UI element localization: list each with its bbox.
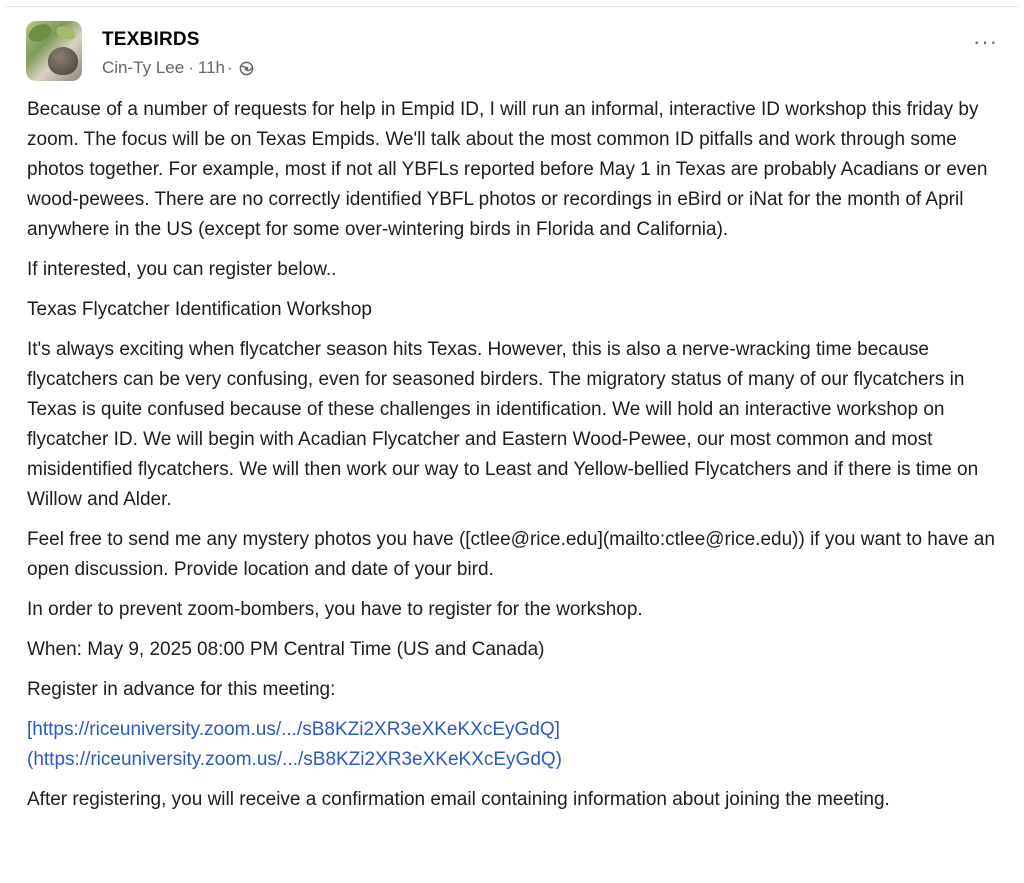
- post-paragraph: Register in advance for this meeting:: [27, 679, 336, 700]
- post-header: [26, 21, 1006, 91]
- meta-separator: ·: [188, 58, 194, 77]
- post-paragraph: Texas Flycatcher Identification Workshop: [27, 299, 372, 320]
- meta-separator: ·: [226, 58, 233, 77]
- registration-link[interactable]: (https://riceuniversity.zoom.us/.../sB8KZi2XR3eXKeKXcEyGdQ): [27, 749, 563, 770]
- more-options-icon[interactable]: ···: [973, 29, 998, 54]
- author-link[interactable]: Cin-Ty Lee: [102, 58, 185, 77]
- avatar-leaf: [55, 24, 78, 42]
- avatar-bird: [48, 47, 78, 75]
- post-paragraph: When: May 9, 2025 08:00 PM Central Time (US and Canada): [27, 639, 545, 660]
- group-name-link[interactable]: TEXBIRDS: [102, 29, 200, 50]
- links-block: [27, 715, 1002, 775]
- post-paragraph: If interested, you can register below..: [27, 259, 337, 280]
- globe-icon: [239, 61, 254, 76]
- group-avatar[interactable]: [26, 21, 82, 81]
- post-paragraph: After registering, you will receive a confirmation email containing information about joining the meeting.: [27, 789, 890, 810]
- registration-link[interactable]: [https://riceuniversity.zoom.us/.../sB8KZi2XR3eXKeKXcEyGdQ]: [27, 719, 560, 740]
- post-body: [27, 95, 1002, 825]
- avatar-leaf: [26, 21, 54, 45]
- post-meta: [102, 58, 254, 78]
- post-paragraph: It's always exciting when flycatcher season hits Texas. However, this is also a nerve-wracking time because flycatchers can be very confusing, even for seasoned birders. The migratory status of many of our flycatchers in Texas is quite confused because of these challenges in identification. We will hold an interactive workshop on flycatcher ID. We will begin with Acadian Flycatcher and Eastern Wood-Pewee, our most common and most misidentified flycatchers. We will then work our way to Least and Yellow-bellied Flycatchers and if there is time on Willow and Alder.: [27, 339, 979, 510]
- post-paragraph: In order to prevent zoom-bombers, you have to register for the workshop.: [27, 599, 643, 620]
- post-paragraph: Because of a number of requests for help in Empid ID, I will run an informal, interactive ID workshop this friday by zoom. The focus will be on Texas Empids. We'll talk about the most common ID pitfalls and work through some photos together. For example, most if not all YBFLs reported before May 1 in Texas are probably Acadians or even wood-pewees. There are no correctly identified YBFL photos or recordings in eBird or iNat for the month of April anywhere in the US (except for some over-wintering birds in Florida and California).: [27, 99, 988, 240]
- post-paragraph: Feel free to send me any mystery photos you have ([ctlee@rice.edu](mailto:ctlee@rice.edu)) if you want to have an open discussion. Provide location and date of your bird.: [27, 529, 995, 580]
- post-timestamp[interactable]: 11h: [197, 58, 225, 77]
- post-card: [6, 6, 1018, 881]
